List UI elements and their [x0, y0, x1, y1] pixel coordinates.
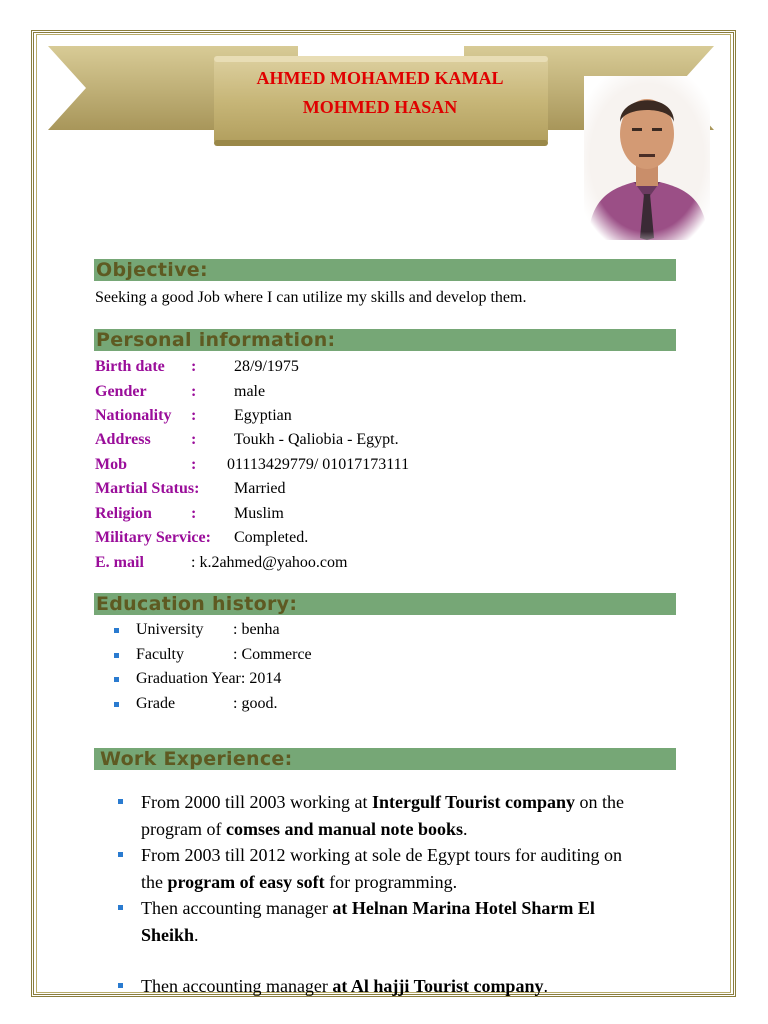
work-heading: Work Experience:: [100, 748, 293, 770]
bullet-icon: [114, 677, 119, 682]
candidate-name: [216, 64, 544, 122]
label: Faculty: [136, 646, 184, 663]
program: comses and manual note books: [225, 819, 464, 839]
text: .: [463, 819, 468, 839]
label: E. mail: [95, 554, 144, 571]
bullet-icon: [118, 852, 123, 857]
colon: :: [191, 431, 197, 448]
name-line-1: AHMED MOHAMED KAMAL: [256, 68, 504, 88]
value: Completed.: [234, 529, 309, 546]
value: Egyptian: [234, 407, 292, 424]
bullet-icon: [114, 628, 119, 633]
profile-photo: [584, 76, 710, 240]
name-line-2: MOHMED HASAN: [302, 97, 458, 117]
label: Graduation Year: 2014: [136, 670, 282, 687]
bullet-icon: [118, 799, 123, 804]
text: for programming.: [324, 872, 458, 892]
colon: :: [191, 505, 197, 522]
value: Toukh - Qaliobia - Egypt.: [234, 431, 399, 448]
colon: :: [191, 407, 197, 424]
company: Intergulf Tourist company: [372, 792, 576, 812]
text: .: [543, 976, 548, 996]
label: Address: [95, 431, 151, 448]
text: From 2003 till 2012 working at sole de Egypt tours for auditing on: [141, 845, 622, 865]
objective-heading-bar: [94, 259, 676, 281]
value: male: [234, 383, 266, 400]
label: Grade: [136, 695, 176, 712]
label: Religion: [95, 505, 152, 522]
objective-heading: Objective:: [96, 259, 208, 281]
label: Martial Status:: [95, 480, 200, 497]
value: Muslim: [234, 505, 284, 522]
company: Sheikh: [141, 925, 195, 945]
text: Then accounting manager: [141, 976, 333, 996]
value: : good.: [233, 695, 278, 712]
text: From 2000 till 2003 working at: [141, 792, 372, 812]
bullet-icon: [118, 983, 123, 988]
text: the: [141, 872, 168, 892]
value: : k.2ahmed@yahoo.com: [191, 554, 348, 571]
company: at Al hajji Tourist company: [332, 976, 544, 996]
value: : Commerce: [233, 646, 312, 663]
label: Mob: [95, 456, 127, 473]
label: Nationality: [95, 407, 172, 424]
colon: :: [191, 456, 197, 473]
education-heading: Education history:: [96, 593, 298, 615]
colon: :: [191, 358, 197, 375]
colon: :: [191, 383, 197, 400]
objective-text: Seeking a good Job where I can utilize my skills and develop them.: [95, 289, 527, 306]
label: Gender: [95, 383, 147, 400]
text: Then accounting manager: [141, 898, 333, 918]
label: University: [136, 621, 204, 638]
company: at Helnan Marina Hotel Sharm El: [332, 898, 595, 918]
personal-heading: Personal information:: [96, 329, 336, 351]
bullet-icon: [118, 905, 123, 910]
education-heading-bar: [94, 593, 676, 615]
value: : benha: [233, 621, 280, 638]
label: Military Service:: [95, 529, 211, 546]
value: 28/9/1975: [234, 358, 299, 375]
text: program of: [141, 819, 226, 839]
bullet-icon: [114, 702, 119, 707]
label: Birth date: [95, 358, 165, 375]
work-heading-bar: [94, 748, 676, 770]
bullet-icon: [114, 653, 119, 658]
value: Married: [234, 480, 286, 497]
text: on the: [575, 792, 625, 812]
personal-heading-bar: [94, 329, 676, 351]
program: program of easy soft: [167, 872, 325, 892]
value: 01113429779/ 01017173111: [227, 456, 410, 473]
text: .: [194, 925, 199, 945]
